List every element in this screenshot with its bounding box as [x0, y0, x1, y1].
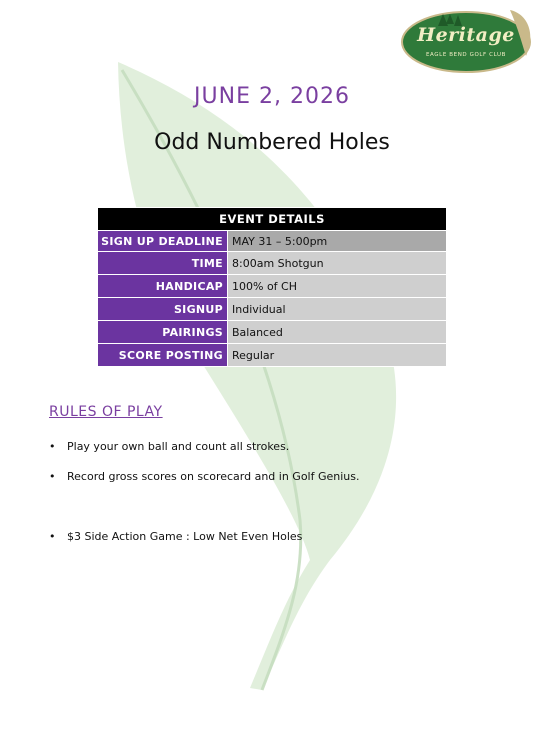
rule-text: Play your own ball and count all strokes.	[67, 440, 290, 453]
row-label: SIGNUP	[98, 298, 228, 321]
list-item	[49, 530, 302, 543]
bullet-icon: •	[49, 440, 56, 453]
event-date: JUNE 2, 2026	[194, 84, 350, 109]
table-row	[98, 321, 447, 344]
row-label: SCORE POSTING	[98, 344, 228, 367]
row-label: TIME	[98, 252, 228, 275]
row-value: Balanced	[228, 321, 447, 344]
table-row	[98, 231, 447, 252]
row-value: 100% of CH	[228, 275, 447, 298]
page-title: Odd Numbered Holes	[154, 130, 390, 155]
logo-name: Heritage	[417, 24, 515, 46]
row-value: Regular	[228, 344, 447, 367]
row-label: HANDICAP	[98, 275, 228, 298]
rule-text: $3 Side Action Game : Low Net Even Holes	[67, 530, 303, 543]
bullet-icon: •	[49, 470, 56, 483]
list-item	[49, 470, 360, 483]
row-value: MAY 31 – 5:00pm	[228, 231, 447, 252]
rules-heading: RULES OF PLAY	[49, 404, 163, 420]
table-row	[98, 344, 447, 367]
table-row	[98, 275, 447, 298]
row-label: SIGN UP DEADLINE	[98, 231, 228, 252]
logo-tagline: EAGLE BEND GOLF CLUB	[425, 52, 507, 58]
row-value: Individual	[228, 298, 447, 321]
row-value: 8:00am Shotgun	[228, 252, 447, 275]
table-row	[98, 298, 447, 321]
bullet-icon: •	[49, 530, 56, 543]
list-item	[49, 440, 289, 453]
row-label: PAIRINGS	[98, 321, 228, 344]
event-details-table	[97, 207, 447, 367]
table-row	[98, 252, 447, 275]
event-details-header: EVENT DETAILS	[98, 208, 447, 231]
rule-text: Record gross scores on scorecard and in Golf Genius.	[67, 470, 360, 483]
